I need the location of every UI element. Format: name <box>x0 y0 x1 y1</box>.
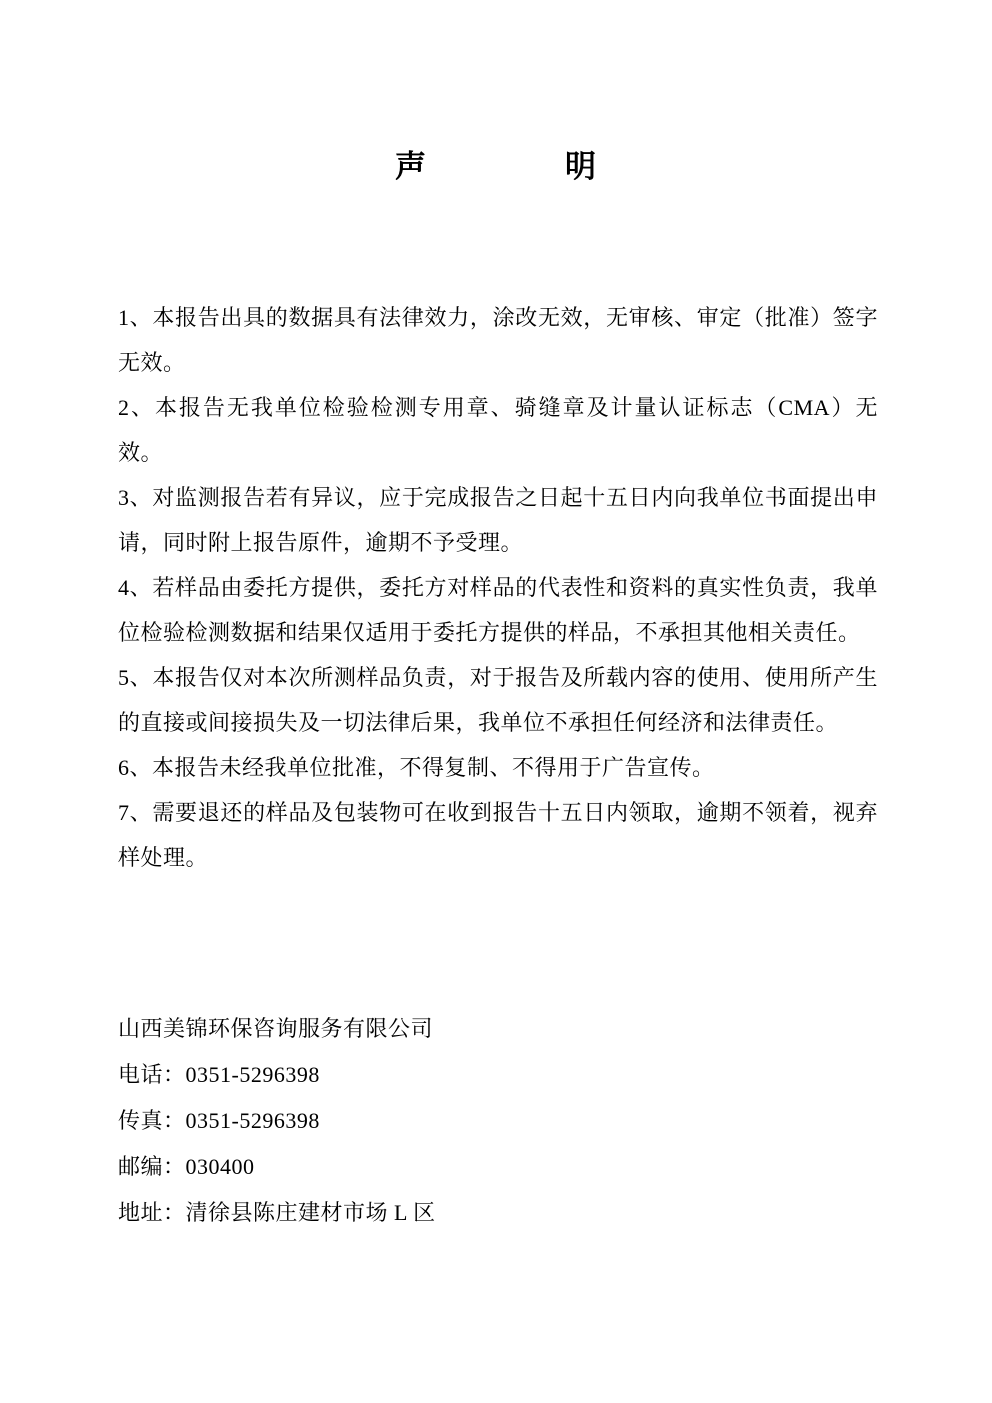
contact-line-address <box>118 1190 992 1236</box>
page-title-char-right: 明 <box>565 149 597 184</box>
postcode-separator: ： <box>163 1154 186 1180</box>
company-name: 山西美锦环保咨询服务有限公司 <box>118 1016 434 1042</box>
page-title-char-left: 声 <box>395 149 427 184</box>
statement-item-5: 5、本报告仅对本次所测样品负责，对于报告及所载内容的使用、使用所产生的直接或间接损失及一切法律后果，我单位不承担任何经济和法律责任。 <box>118 665 878 736</box>
statement-item-4: 4、若样品由委托方提供，委托方对样品的代表性和资料的真实性负责，我单位检验检测数据和结果仅适用于委托方提供的样品，不承担其他相关责任。 <box>118 575 878 646</box>
fax-value: 0351-5296398 <box>185 1108 320 1134</box>
contact-line-postcode <box>118 1144 992 1190</box>
address-label: 地址 <box>118 1200 164 1226</box>
postcode-value: 030400 <box>185 1154 255 1180</box>
statement-item-7: 7、需要退还的样品及包装物可在收到报告十五日内领取，逾期不领着，视弃样处理。 <box>118 800 878 871</box>
phone-label: 电话 <box>118 1062 164 1088</box>
phone-separator: ： <box>163 1062 186 1088</box>
contact-section <box>118 1006 992 1236</box>
statement-item-6: 6、本报告未经我单位批准，不得复制、不得用于广告宣传。 <box>118 755 715 781</box>
phone-value: 0351-5296398 <box>185 1062 320 1088</box>
statement-item-1: 1、本报告出具的数据具有法律效力，涂改无效，无审核、审定（批准）签字无效。 <box>118 305 878 376</box>
contact-line-fax <box>118 1098 992 1144</box>
page-title <box>0 0 992 185</box>
address-value: 清徐县陈庄建材市场 L 区 <box>185 1200 436 1226</box>
fax-separator: ： <box>163 1108 186 1134</box>
fax-label: 传真 <box>118 1108 164 1134</box>
statement-item-2: 2、本报告无我单位检验检测专用章、骑缝章及计量认证标志（CMA）无效。 <box>118 395 878 466</box>
contact-line-phone <box>118 1052 992 1098</box>
postcode-label: 邮编 <box>118 1154 164 1180</box>
statements-section <box>118 295 878 880</box>
statement-item-3: 3、对监测报告若有异议，应于完成报告之日起十五日内向我单位书面提出申请，同时附上报告原件，逾期不予受理。 <box>118 485 878 556</box>
address-separator: ： <box>163 1200 186 1226</box>
